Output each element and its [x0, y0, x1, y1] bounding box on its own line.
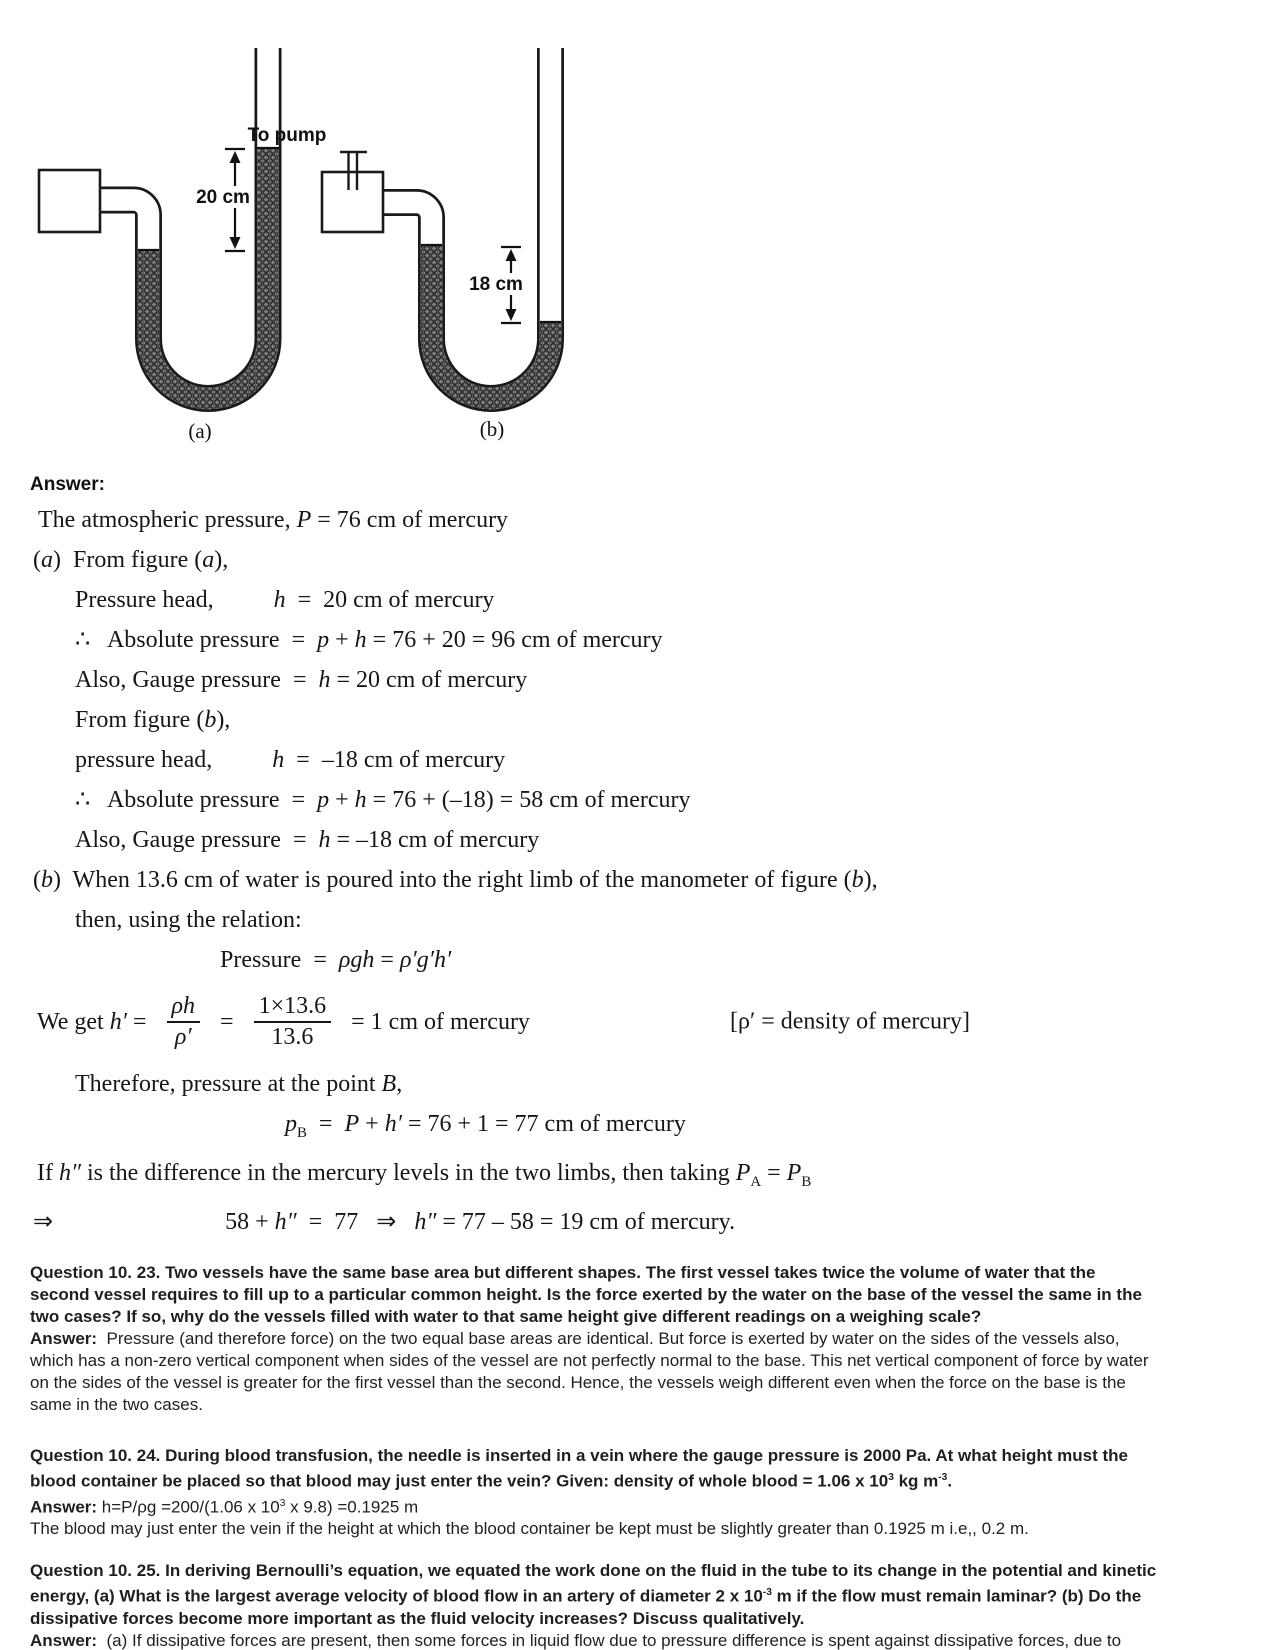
text-run: b	[41, 867, 53, 893]
mercury-column-a	[138, 148, 279, 398]
figure-caption-b: (b)	[479, 417, 505, 441]
u-tube-b	[383, 48, 551, 398]
arrowhead-down-a	[230, 237, 241, 249]
solution-line	[30, 620, 1230, 660]
text-run: = –18 cm of mercury	[330, 827, 540, 853]
text-run: then, using the relation:	[75, 907, 302, 933]
fraction-tail: = 1 cm of mercury	[339, 1008, 530, 1035]
text-run: =	[761, 1159, 787, 1186]
answer-line	[30, 1372, 1265, 1394]
text-run: Question 10. 24. During blood transfusion, the needle is inserted in a vein where the gauge pressure is 2000 Pa. At what height must the	[30, 1446, 1129, 1465]
text-run: =	[374, 947, 400, 973]
text-run: 3	[888, 1472, 894, 1483]
solution-line	[30, 820, 1230, 860]
fraction-numerator: 1×13.6	[254, 993, 332, 1023]
question-line	[30, 1284, 1265, 1306]
text-run: h′	[109, 1008, 133, 1035]
text-run: ),	[863, 867, 878, 893]
text-run: The atmospheric pressure,	[38, 507, 297, 533]
solution-line	[30, 860, 1230, 900]
answer-line	[30, 1394, 1265, 1416]
answer-line	[30, 1328, 1265, 1350]
question-line	[30, 1560, 1265, 1582]
manometer-figure	[0, 0, 640, 460]
text-run: = 77 ⇒	[296, 1208, 415, 1235]
question-line	[30, 1306, 1265, 1328]
solution-line	[30, 780, 1230, 820]
text-run: dissipative forces become more important as the fluid velocity increases? Discuss qualitatively.	[30, 1608, 805, 1628]
solution-block	[30, 500, 1230, 1242]
question-10-23	[30, 1262, 1265, 1416]
text-run: h	[272, 747, 285, 773]
text-run: ∴ Absolute pressure =	[75, 627, 318, 653]
text-run: =	[132, 1008, 159, 1035]
text-run: second vessel requires to fill up to a particular common height. Is the force exerted by the water on the base of the vessel the same in the	[30, 1285, 1142, 1304]
fraction-denominator: 13.6	[271, 1024, 314, 1050]
fraction-denominator: ρ′	[174, 1024, 192, 1050]
text-run: h″	[414, 1208, 437, 1235]
text-run: on the sides of the vessel is greater for the first vessel than the second. Hence, the vessels weigh different even when the force on the base is the	[30, 1373, 1126, 1392]
text-run: blood container be placed so that blood may just enter the vein? Given: density of whole blood = 1.06 x 10	[30, 1471, 889, 1491]
text-run: A	[750, 1173, 762, 1190]
text-run: ∴ Absolute pressure =	[75, 787, 318, 813]
question-10-24	[30, 1445, 1265, 1540]
text-run: (	[33, 867, 41, 893]
text-run: = 76 + 1 = 77 cm of mercury	[401, 1111, 686, 1137]
answer-line	[30, 1630, 1265, 1650]
density-note: [ρ′ = density of mercury]	[730, 1008, 971, 1035]
text-run: ),	[216, 707, 231, 733]
text-run: kg m	[893, 1471, 939, 1491]
answer-line	[30, 1493, 1265, 1519]
text-run: B	[297, 1124, 307, 1141]
u-tube-a	[100, 48, 268, 398]
text-run: = –18 cm of mercury	[284, 747, 506, 773]
text-run: The blood may just enter the vein if the height at which the blood container be kept must be slightly greater than 0.1925 m i.e,, 0.2 m.	[30, 1519, 1029, 1539]
question-line	[30, 1262, 1265, 1284]
text-run: = 20 cm of mercury	[285, 587, 495, 613]
text-run: same in the two cases.	[30, 1395, 203, 1414]
text-run: = 77 – 58 = 19 cm of mercury.	[436, 1208, 736, 1235]
text-run: B	[801, 1173, 812, 1190]
question-line	[30, 1608, 1265, 1630]
text-run: ⇒	[33, 1208, 54, 1235]
text-run: a	[202, 547, 215, 573]
text-run: p	[285, 1111, 297, 1137]
text-run: Question 10. 25. In deriving Bernoulli’s equation, we equated the work done on the fluid in the tube to its change in the potential and kinetic	[30, 1561, 1157, 1580]
text-run: energy, (a) What is the largest average velocity of blood flow in an artery of diameter 2 x 10	[30, 1586, 763, 1606]
text-run: Answer:	[30, 1329, 98, 1348]
question-line	[30, 1582, 1265, 1608]
to-pump-label: To pump	[247, 125, 327, 146]
question-line	[30, 1467, 1265, 1493]
text-run: Also, Gauge pressure =	[75, 667, 319, 693]
manometer-figure-svg	[0, 0, 640, 460]
solution-line	[30, 1064, 1230, 1104]
solution-line	[30, 700, 1230, 740]
text-run: Question 10. 23. Two vessels have the same base area but different shapes. The first vessel takes twice the volume of water that the	[30, 1263, 1096, 1282]
text-run: two cases? If so, why do the vessels filled with water to that same height give different readings on a weighing scale?	[30, 1307, 982, 1326]
solution-line	[30, 1153, 1230, 1202]
text-run: ) From figure (	[53, 547, 203, 573]
text-run: Pressure =	[220, 947, 339, 973]
text-run: +	[329, 627, 355, 653]
text-run: (a) If dissipative forces are present, then some forces in liquid flow due to pressure difference is spent against dissipative forces, due to	[97, 1630, 1122, 1650]
pump-vessel-b	[322, 172, 383, 232]
gas-vessel-a	[39, 170, 100, 232]
arrowhead-up-b	[506, 249, 517, 261]
text-run: +	[359, 1111, 385, 1137]
dim-label-b: 18 cm	[469, 274, 523, 295]
text-run: (	[33, 547, 41, 573]
text-run: h=P/ρg =200/(1.06 x 10	[97, 1497, 280, 1517]
text-run: ρgh	[338, 947, 375, 973]
solution-line	[30, 500, 1230, 540]
text-run: ) When 13.6 cm of water is poured into the right limb of the manometer of figure (	[53, 867, 852, 893]
text-run: = 76 + 20 = 96 cm of mercury	[366, 627, 663, 653]
text-run: pressure head,	[75, 747, 273, 773]
text-run: h″	[274, 1208, 297, 1235]
text-run: h	[354, 787, 367, 813]
text-run: B	[381, 1071, 397, 1097]
text-run: which has a non-zero vertical component when sides of the vessel are not perfectly normal to the base. This net vertical component of force by water	[30, 1351, 1149, 1370]
solution-line	[30, 660, 1230, 700]
fraction-equation-line	[30, 980, 1230, 1064]
text-run: b	[204, 707, 217, 733]
text-run: = 76 cm of mercury	[311, 507, 509, 533]
text-run: h	[354, 627, 367, 653]
solution-line	[30, 1202, 1230, 1242]
arrowhead-up-a	[230, 151, 241, 163]
text-run: Answer:	[30, 1630, 98, 1650]
solution-line	[30, 580, 1230, 620]
text-run: -3	[938, 1472, 948, 1483]
text-run: Pressure head,	[75, 587, 274, 613]
text-run: 3	[279, 1497, 286, 1509]
text-run: Answer:	[30, 1497, 98, 1517]
figure-caption-a: (a)	[188, 419, 212, 443]
equals-sign: =	[208, 1008, 246, 1035]
text-run: If	[37, 1159, 59, 1186]
text-run: 58 +	[225, 1208, 275, 1235]
text-run: +	[329, 787, 355, 813]
text-run: We get	[37, 1008, 110, 1035]
text-run: -3	[762, 1587, 772, 1598]
text-run: p	[317, 627, 330, 653]
solution-line	[30, 940, 1230, 980]
answer-heading: Answer:	[30, 474, 105, 495]
text-run: b	[851, 867, 864, 893]
answer-line	[30, 1518, 1265, 1540]
text-run: ρ′g′h′	[399, 947, 452, 973]
text-run: .	[947, 1471, 953, 1491]
solution-line	[30, 540, 1230, 580]
text-run: From figure (	[75, 707, 205, 733]
text-run: =	[306, 1111, 345, 1137]
text-run: Therefore, pressure at the point	[75, 1071, 382, 1097]
text-run: P	[344, 1111, 360, 1137]
text-run: P	[786, 1159, 802, 1186]
fraction-lead	[37, 1009, 159, 1036]
text-run: h″	[58, 1159, 81, 1186]
text-run: x 9.8) =0.1925 m	[285, 1497, 419, 1517]
text-run: h′	[384, 1111, 402, 1137]
dim-label-a: 20 cm	[196, 187, 250, 208]
arrowhead-down-b	[506, 309, 517, 321]
text-run: h	[318, 667, 331, 693]
text-run: ),	[214, 547, 229, 573]
question-line	[30, 1445, 1265, 1467]
text-run: = 20 cm of mercury	[330, 667, 528, 693]
answer-line	[30, 1350, 1265, 1372]
text-run: ,	[396, 1071, 403, 1097]
text-run: m if the flow must remain laminar? (b) Do the	[771, 1586, 1142, 1606]
solution-line	[30, 740, 1230, 780]
text-run: is the difference in the mercury levels in the two limbs, then taking	[80, 1159, 736, 1186]
solution-line	[30, 900, 1230, 940]
text-run: Pressure (and therefore force) on the two equal base areas are identical. But force is exerted by water on the sides of the vessels also,	[97, 1329, 1120, 1348]
text-run: P	[735, 1159, 751, 1186]
fraction-13-6	[254, 993, 332, 1051]
question-10-25	[30, 1560, 1265, 1650]
text-run: h	[318, 827, 331, 853]
solution-line	[30, 1104, 1230, 1153]
text-run: h	[273, 587, 286, 613]
fraction-numerator: ρh	[167, 993, 201, 1023]
fraction-rho-h	[167, 993, 201, 1051]
text-run: Also, Gauge pressure =	[75, 827, 319, 853]
text-run: a	[41, 547, 53, 573]
text-run: P	[296, 507, 312, 533]
text-run: p	[317, 787, 330, 813]
text-run: = 76 + (–18) = 58 cm of mercury	[366, 787, 691, 813]
